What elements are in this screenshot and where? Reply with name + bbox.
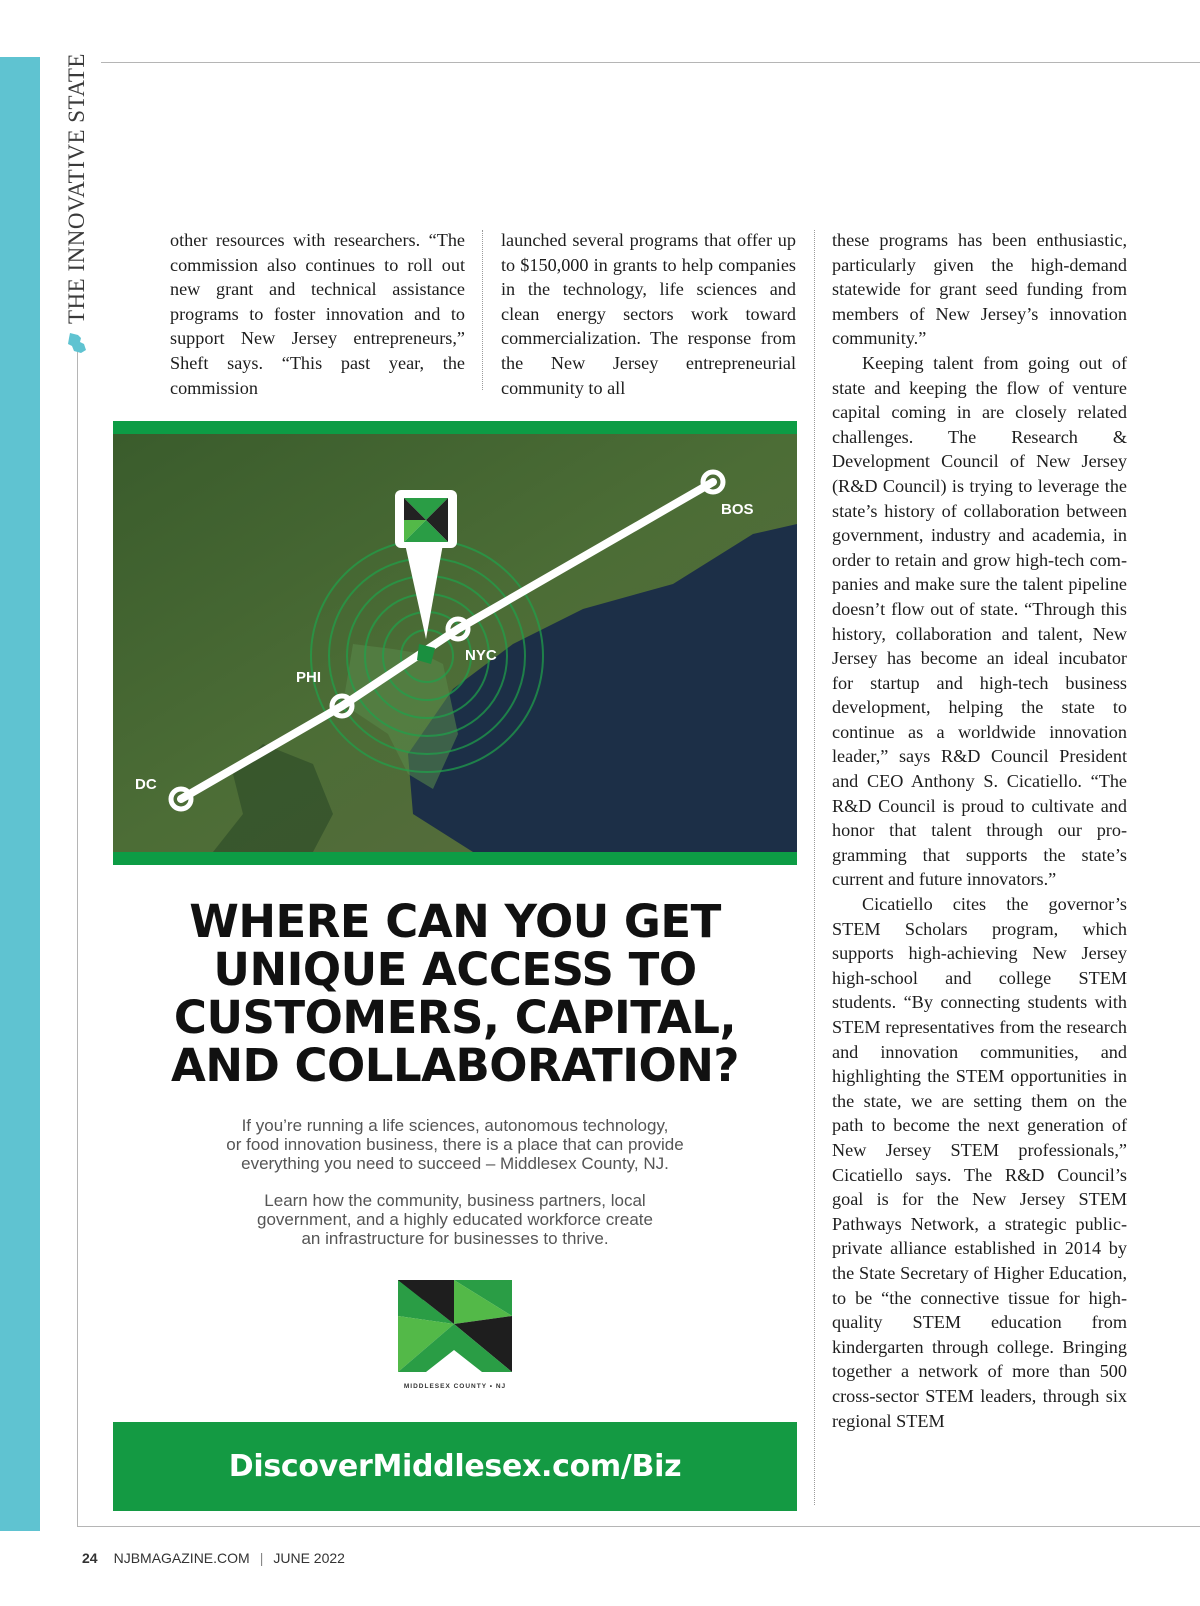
map-label-bos: BOS: [721, 501, 754, 518]
advertisement: [113, 421, 797, 1511]
body-line: or food innovation business, there is a place that can provide: [226, 1135, 684, 1154]
paragraph: Cicatiello cites the governor’s STEM Scholars program, which supports high-achieving New Jersey high-school and college STEM students. “By connecting students with STEM representatives from the research and innovation communities, and highlighting the STEM opportunities in the state, we are setting them on the path to become the next generation of New Jersey STEM professionals,” Cicatiello says. The R&D Council’s goal is for the New Jersey STEM Pathways Network, a strategic public-private alliance established in 2014 by the State Secretary of Higher Education, to be “the connective tissue for high-quality STEM education from kindergarten through college. Bringing together a network of more than 500 cross-sector STEM leaders, through six regional STEM: [832, 894, 1127, 1431]
top-rule: [101, 62, 1200, 63]
article-column-2: [501, 228, 796, 400]
corridor-map: [113, 434, 797, 852]
article-column-1: [170, 228, 465, 400]
body-line: government, and a highly educated workforce create: [257, 1210, 653, 1229]
article-column-3: [832, 228, 1127, 1433]
paragraph: Keeping talent from going out of state and keeping the flow of venture capital coming in are closely related challenges. The Research & Development Council of New Jersey (R&D Council) is trying to leverage the state’s history of collaboration between government, industry and academia, in order to retain and grow high-tech companies and make sure the talent pipeline doesn’t flow out of state. “Through this history, collaboration and talent, New Jersey has become an ideal incubator for startup and high-tech business development, helping the state to continue as a worldwide innovation leader,” says R&D Council President and CEO Anthony S. Cicatiello. “The R&D Council is proud to cultivate and honor that talent through our programming that supports the state’s current and future innovators.”: [832, 352, 1127, 890]
body-line: everything you need to succeed – Middlesex County, NJ.: [241, 1154, 669, 1173]
headline-line: CUSTOMERS, CAPITAL,: [173, 991, 737, 1044]
headline-line: WHERE CAN YOU GET: [189, 895, 721, 948]
side-color-bar: [0, 57, 40, 1531]
ad-body-paragraph-2: [173, 1191, 737, 1248]
new-jersey-icon: [64, 332, 92, 354]
column-divider: [482, 230, 483, 390]
footer-issue: JUNE 2022: [273, 1550, 345, 1566]
logo-caption: MIDDLESEX COUNTY • NJ: [403, 1383, 507, 1390]
headline-line: UNIQUE ACCESS TO: [213, 943, 697, 996]
body-line: If you’re running a life sciences, autonomous technology,: [241, 1116, 669, 1135]
discover-middlesex-link[interactable]: DiscoverMiddlesex.com/Biz: [113, 1422, 797, 1511]
map-frame: [113, 421, 797, 865]
ad-headline: [113, 895, 797, 1092]
map-label-phi: PHI: [296, 669, 322, 686]
map-label-nyc: NYC: [465, 647, 497, 664]
footer-site: NJBMAGAZINE.COM: [113, 1550, 250, 1566]
bottom-rule: [77, 1526, 1200, 1527]
page-number: 24: [82, 1550, 98, 1566]
middlesex-logo: [394, 1276, 516, 1390]
middlesex-logo-icon: [394, 1276, 516, 1376]
column-divider: [814, 230, 815, 1505]
section-label: THE INNOVATIVE STATE: [64, 53, 89, 324]
ad-body-paragraph-1: [173, 1116, 737, 1173]
paragraph: these programs has been enthusiastic, particularly given the high-demand statewide for grant seed funding from members of New Jersey’s innovation community.”: [832, 230, 1127, 349]
headline-line: AND COLLABORATION?: [171, 1039, 739, 1092]
paragraph: other resources with researchers. “The commission also continues to roll out new grant and technical assistance programs to foster innovation and to support New Jersey entrepreneurs,” Sheft says. “This past year, the commission: [170, 230, 465, 398]
paragraph: launched several programs that offer up to $150,000 in grants to help companies in the technology, life sciences and clean energy sectors work toward commercialization. The response from the New Jersey entrepreneurial community to all: [501, 230, 796, 398]
footer-separator: |: [259, 1550, 264, 1566]
map-label-dc: DC: [135, 776, 157, 793]
vertical-rule: [77, 345, 78, 1526]
body-line: Learn how the community, business partners, local: [264, 1191, 646, 1210]
page-footer: [82, 1550, 345, 1566]
body-line: an infrastructure for businesses to thrive.: [301, 1229, 609, 1248]
